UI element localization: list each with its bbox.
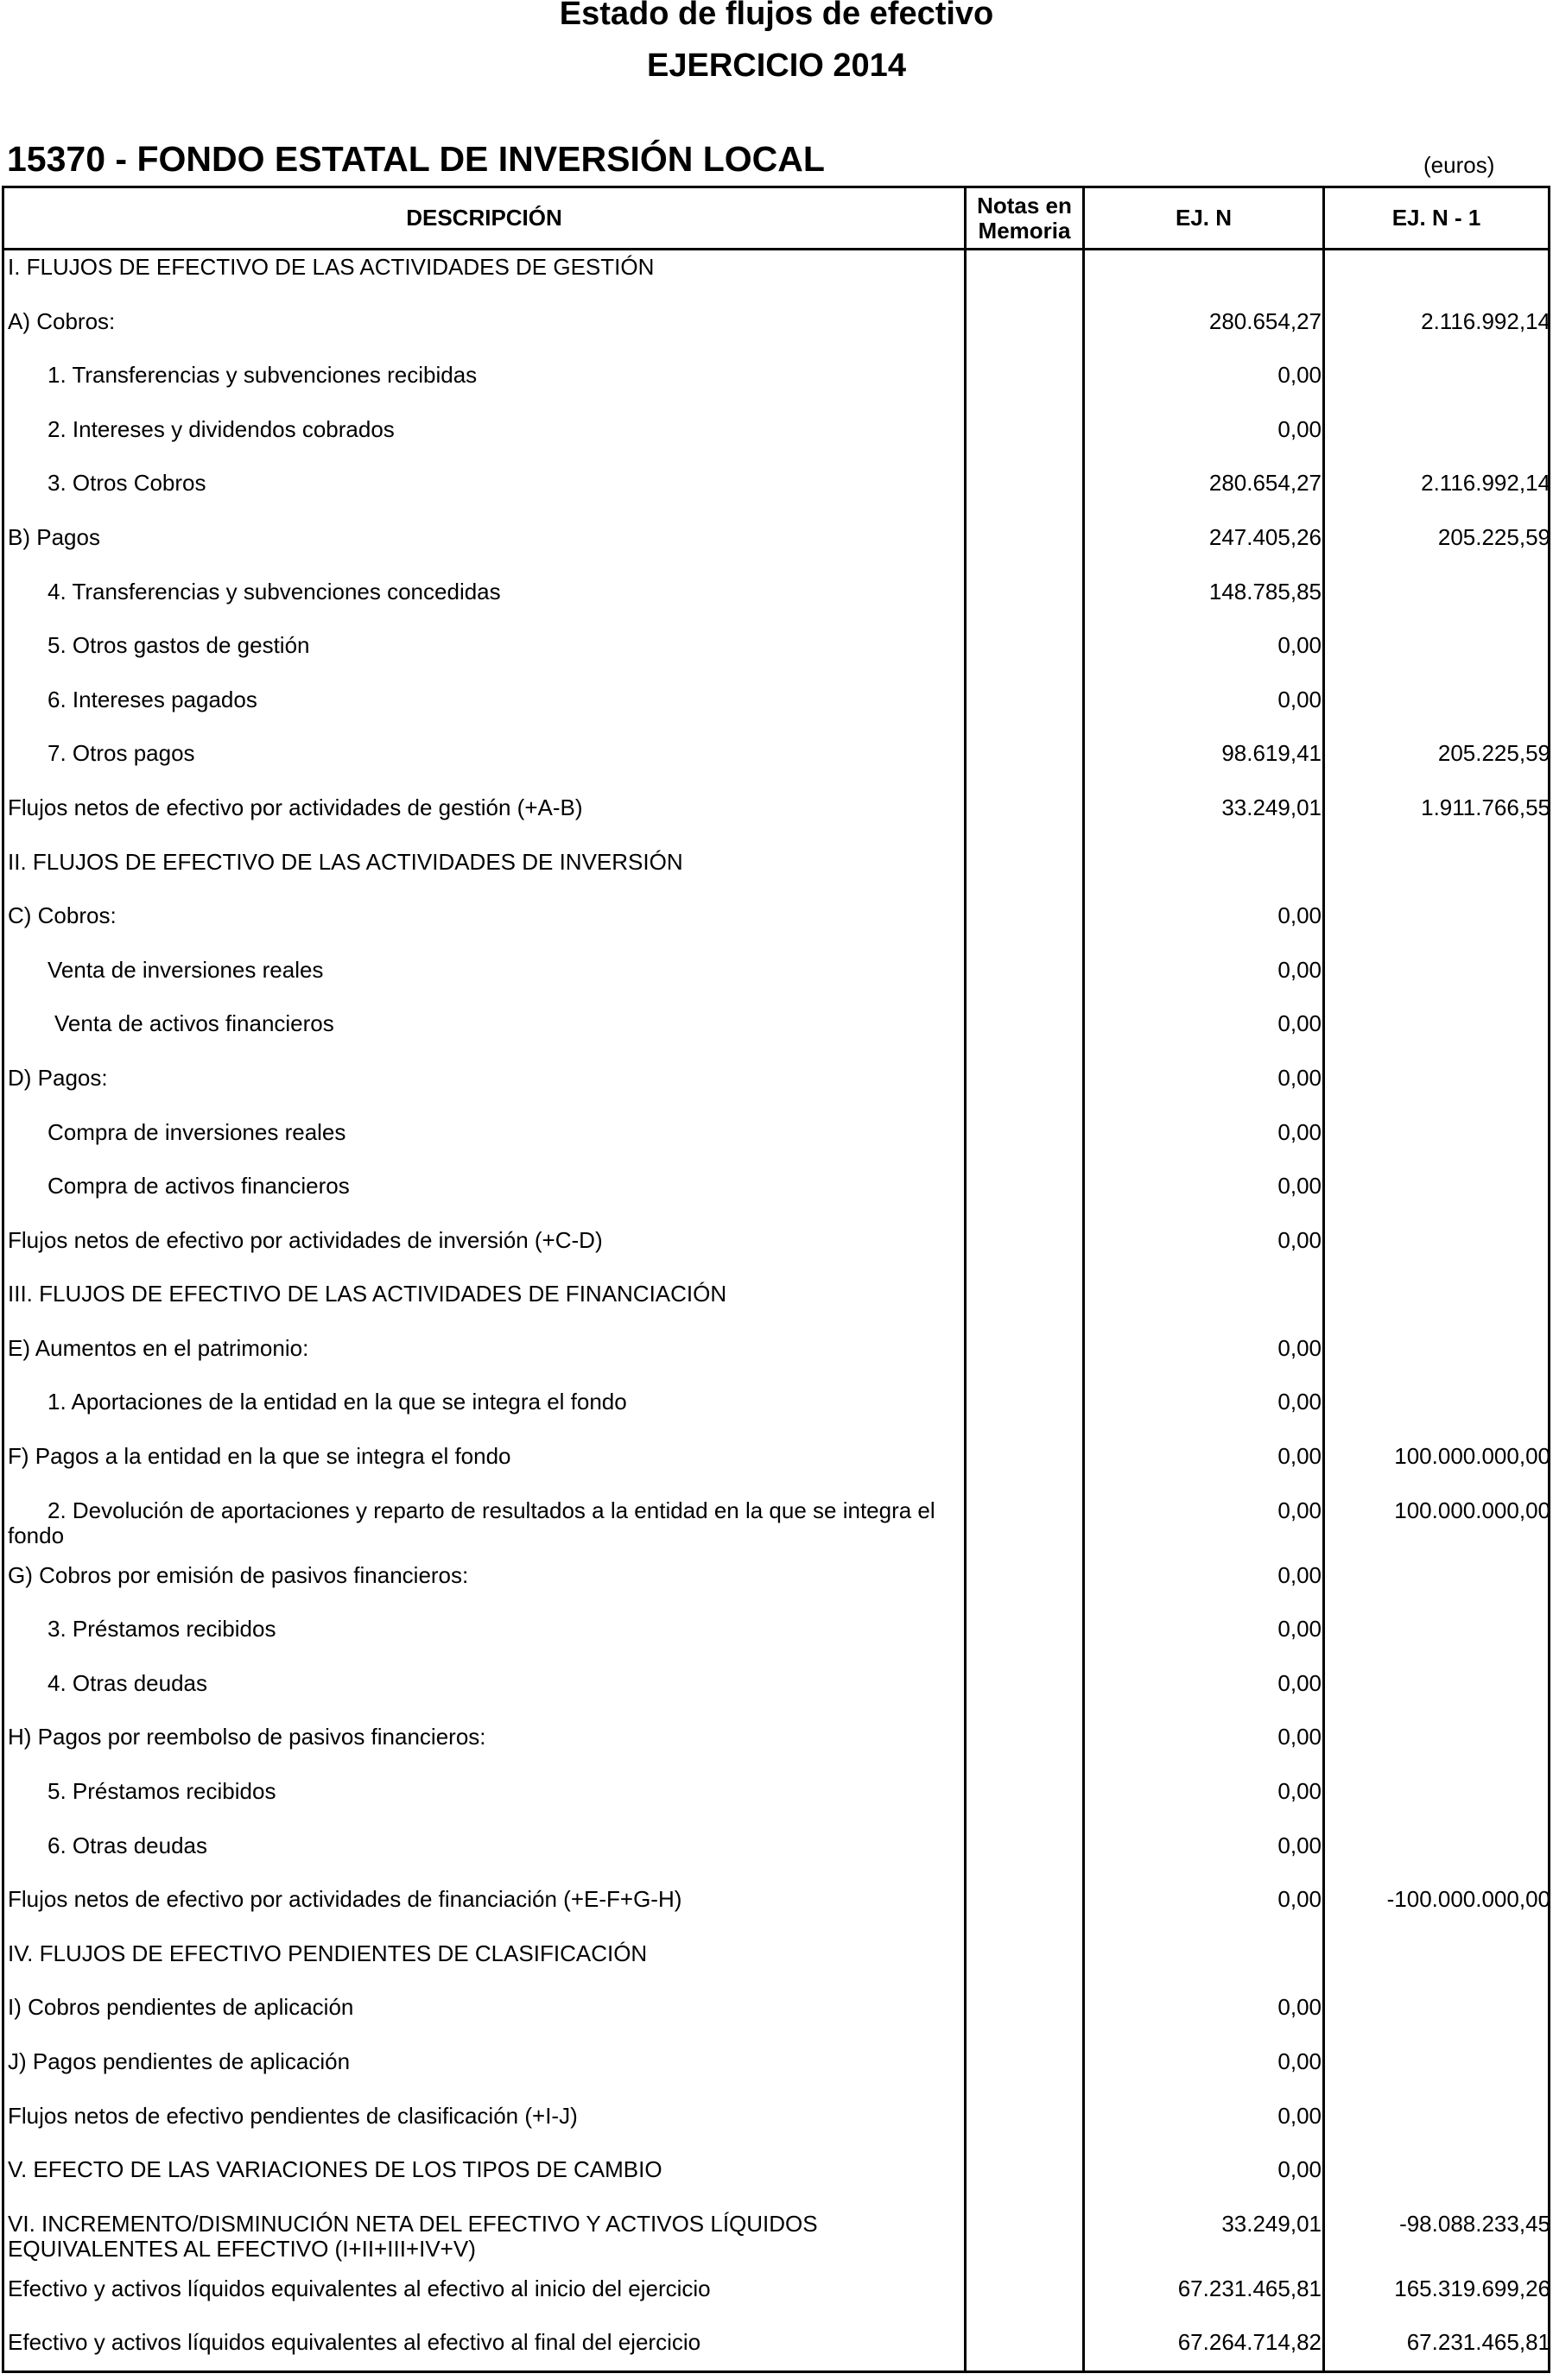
row-value-ej-n: 0,00 <box>1277 1010 1322 1037</box>
row-value-ej-n: 0,00 <box>1277 1443 1322 1470</box>
table-row <box>4 1775 1550 1829</box>
row-description: 3. Otros Cobros <box>48 470 206 497</box>
row-value-ej-n-1: 205.225,59 <box>1437 523 1550 550</box>
row-value-ej-n: 0,00 <box>1277 1616 1322 1643</box>
row-description: II. FLUJOS DE EFECTIVO DE LAS ACTIVIDADES DE INVERSIÓN <box>8 848 683 875</box>
row-value-ej-n-1: 165.319.699,26 <box>1394 2275 1550 2301</box>
table-row <box>4 2326 1550 2380</box>
row-value-ej-n: 148.785,85 <box>1208 578 1322 604</box>
document-title: Estado de flujos de efectivo <box>559 0 994 32</box>
row-description: I) Cobros pendientes de aplicación <box>8 1994 354 2021</box>
row-value-ej-n: 33.249,01 <box>1221 794 1322 820</box>
row-value-ej-n: 0,00 <box>1277 902 1322 929</box>
row-description: V. EFECTO DE LAS VARIACIONES DE LOS TIPOS DE CAMBIO <box>8 2156 662 2183</box>
row-description: 4. Otras deudas <box>48 1669 207 1696</box>
row-description: B) Pagos <box>8 523 100 550</box>
table-row <box>4 413 1550 467</box>
row-description: 1. Aportaciones de la entidad en la que se integra el fondo <box>48 1389 627 1415</box>
row-description: Compra de activos financieros <box>48 1173 350 1199</box>
table-row <box>4 575 1550 630</box>
row-value-ej-n-1: 1.911.766,55 <box>1421 794 1550 820</box>
row-description: 5. Otros gastos de gestión <box>48 632 310 659</box>
row-value-ej-n-1: -100.000.000,00 <box>1386 1886 1550 1913</box>
row-description: I. FLUJOS DE EFECTIVO DE LAS ACTIVIDADES DE GESTIÓN <box>8 254 655 280</box>
table-row <box>4 521 1550 575</box>
row-value-ej-n: 0,00 <box>1277 1334 1322 1361</box>
row-value-ej-n: 0,00 <box>1277 1561 1322 1588</box>
row-value-ej-n: 67.231.465,81 <box>1177 2275 1322 2301</box>
row-description: J) Pagos pendientes de aplicación <box>8 2048 351 2074</box>
row-value-ej-n: 0,00 <box>1277 1118 1322 1145</box>
row-value-ej-n: 33.249,01 <box>1221 2210 1322 2237</box>
row-description: Compra de inversiones reales <box>48 1118 346 1145</box>
table-row <box>4 845 1550 900</box>
table-row <box>4 791 1550 845</box>
row-value-ej-n: 0,00 <box>1277 2102 1322 2129</box>
table-row <box>4 1937 1550 1991</box>
table-row <box>4 1169 1550 1224</box>
cash-flow-table-body <box>4 250 1550 2380</box>
row-value-ej-n: 0,00 <box>1277 956 1322 983</box>
row-description: E) Aumentos en el patrimonio: <box>8 1334 309 1361</box>
table-row <box>4 1332 1550 1386</box>
column-header-notas: Notas en Memoria <box>977 192 1072 244</box>
row-description: 3. Préstamos recibidos <box>48 1616 276 1643</box>
row-description: 7. Otros pagos <box>48 740 195 767</box>
row-value-ej-n: 0,00 <box>1277 1724 1322 1750</box>
row-value-ej-n: 0,00 <box>1277 1832 1322 1858</box>
table-row <box>4 737 1550 791</box>
row-value-ej-n: 0,00 <box>1277 1173 1322 1199</box>
table-row <box>4 2153 1550 2207</box>
table-row <box>4 466 1550 521</box>
table-row <box>4 2099 1550 2154</box>
row-description: Efectivo y activos líquidos equivalentes al efectivo al inicio del ejercicio <box>8 2275 711 2301</box>
table-row <box>4 1277 1550 1332</box>
row-description: Flujos netos de efectivo por actividades de inversión (+C-D) <box>8 1226 603 1253</box>
row-description: D) Pagos: <box>8 1064 108 1091</box>
row-value-ej-n: 67.264.714,82 <box>1177 2329 1322 2356</box>
table-row <box>4 1559 1550 1613</box>
table-row <box>4 629 1550 683</box>
table-row <box>4 683 1550 737</box>
row-description: A) Cobros: <box>8 307 116 334</box>
row-description: G) Cobros por emisión de pasivos financieros: <box>8 1561 469 1588</box>
row-description: Flujos netos de efectivo pendientes de clasificación (+I-J) <box>8 2102 578 2129</box>
row-description: 5. Préstamos recibidos <box>48 1778 276 1805</box>
row-value-ej-n-1: -98.088.233,45 <box>1399 2210 1550 2237</box>
table-row <box>4 1612 1550 1667</box>
row-value-ej-n: 0,00 <box>1277 1778 1322 1805</box>
table-row <box>4 1440 1550 1494</box>
table-row <box>4 1007 1550 1061</box>
row-value-ej-n: 0,00 <box>1277 1226 1322 1253</box>
row-value-ej-n: 0,00 <box>1277 1497 1322 1523</box>
document-subtitle: EJERCICIO 2014 <box>647 47 906 84</box>
row-value-ej-n: 247.405,26 <box>1208 523 1322 550</box>
row-description: F) Pagos a la entidad en la que se integra el fondo <box>8 1443 511 1470</box>
row-description: Efectivo y activos líquidos equivalentes al efectivo al final del ejercicio <box>8 2329 701 2356</box>
row-value-ej-n-1: 100.000.000,00 <box>1394 1497 1550 1523</box>
row-value-ej-n-1: 2.116.992,14 <box>1421 307 1550 334</box>
row-value-ej-n: 280.654,27 <box>1208 470 1322 497</box>
row-description: 2. Intereses y dividendos cobrados <box>48 415 395 442</box>
row-value-ej-n-1: 100.000.000,00 <box>1394 1443 1550 1470</box>
table-row <box>4 305 1550 359</box>
row-value-ej-n: 0,00 <box>1277 1994 1322 2021</box>
row-value-ej-n: 0,00 <box>1277 632 1322 659</box>
row-description: III. FLUJOS DE EFECTIVO DE LAS ACTIVIDADES DE FINANCIACIÓN <box>8 1281 727 1307</box>
row-value-ej-n: 98.619,41 <box>1221 740 1322 767</box>
row-description: Flujos netos de efectivo por actividades de financiación (+E-F+G-H) <box>8 1886 682 1913</box>
row-description: 6. Otras deudas <box>48 1832 207 1858</box>
row-value-ej-n: 0,00 <box>1277 2156 1322 2183</box>
entity-name: 15370 - FONDO ESTATAL DE INVERSIÓN LOCAL <box>7 139 825 179</box>
table-row <box>4 1991 1550 2045</box>
table-row <box>4 1494 1550 1559</box>
table-row <box>4 1720 1550 1775</box>
row-value-ej-n: 0,00 <box>1277 1669 1322 1696</box>
row-value-ej-n: 0,00 <box>1277 415 1322 442</box>
table-row <box>4 899 1550 953</box>
row-value-ej-n: 0,00 <box>1277 2048 1322 2074</box>
row-value-ej-n: 0,00 <box>1277 362 1322 389</box>
row-value-ej-n-1: 67.231.465,81 <box>1406 2329 1550 2356</box>
row-description: Flujos netos de efectivo por actividades de gestión (+A-B) <box>8 794 583 820</box>
table-row <box>4 1829 1550 1883</box>
row-value-ej-n: 0,00 <box>1277 1886 1322 1913</box>
table-row <box>4 2207 1550 2272</box>
table-row <box>4 2045 1550 2099</box>
row-description: 2. Devolución de aportaciones y reparto de resultados a la entidad en la que se integra el fondo <box>8 1497 935 1548</box>
row-value-ej-n: 0,00 <box>1277 1389 1322 1415</box>
row-value-ej-n-1: 2.116.992,14 <box>1421 470 1550 497</box>
row-description: 4. Transferencias y subvenciones concedidas <box>48 578 501 604</box>
row-description: 1. Transferencias y subvenciones recibidas <box>48 362 478 389</box>
row-description: IV. FLUJOS DE EFECTIVO PENDIENTES DE CLASIFICACIÓN <box>8 1940 648 1966</box>
row-description: Venta de inversiones reales <box>48 956 324 983</box>
row-description: Venta de activos financieros <box>54 1010 334 1037</box>
table-row <box>4 953 1550 1008</box>
table-row <box>4 1667 1550 1721</box>
table-row <box>4 2272 1550 2326</box>
row-value-ej-n: 280.654,27 <box>1208 307 1322 334</box>
units-label: (euros) <box>1423 152 1495 178</box>
column-header-ej-n: EJ. N <box>1175 205 1233 231</box>
row-description: C) Cobros: <box>8 902 117 929</box>
row-value-ej-n: 0,00 <box>1277 1064 1322 1091</box>
table-row <box>4 250 1550 305</box>
table-row <box>4 1061 1550 1116</box>
row-value-ej-n-1: 205.225,59 <box>1437 740 1550 767</box>
table-row <box>4 1224 1550 1278</box>
row-description: H) Pagos por reembolso de pasivos financieros: <box>8 1724 486 1750</box>
table-row <box>4 1116 1550 1170</box>
table-row <box>4 1883 1550 1937</box>
column-header-ej-n-1: EJ. N - 1 <box>1391 205 1481 231</box>
row-description: 6. Intereses pagados <box>48 686 257 712</box>
row-value-ej-n: 0,00 <box>1277 686 1322 712</box>
table-row <box>4 358 1550 413</box>
row-description: VI. INCREMENTO/DISMINUCIÓN NETA DEL EFECTIVO Y ACTIVOS LÍQUIDOS EQUIVALENTES AL EFECTIVO (I+II+III+IV+V) <box>8 2210 818 2262</box>
table-row <box>4 1385 1550 1440</box>
column-header-descripcion: DESCRIPCIÓN <box>406 205 562 231</box>
